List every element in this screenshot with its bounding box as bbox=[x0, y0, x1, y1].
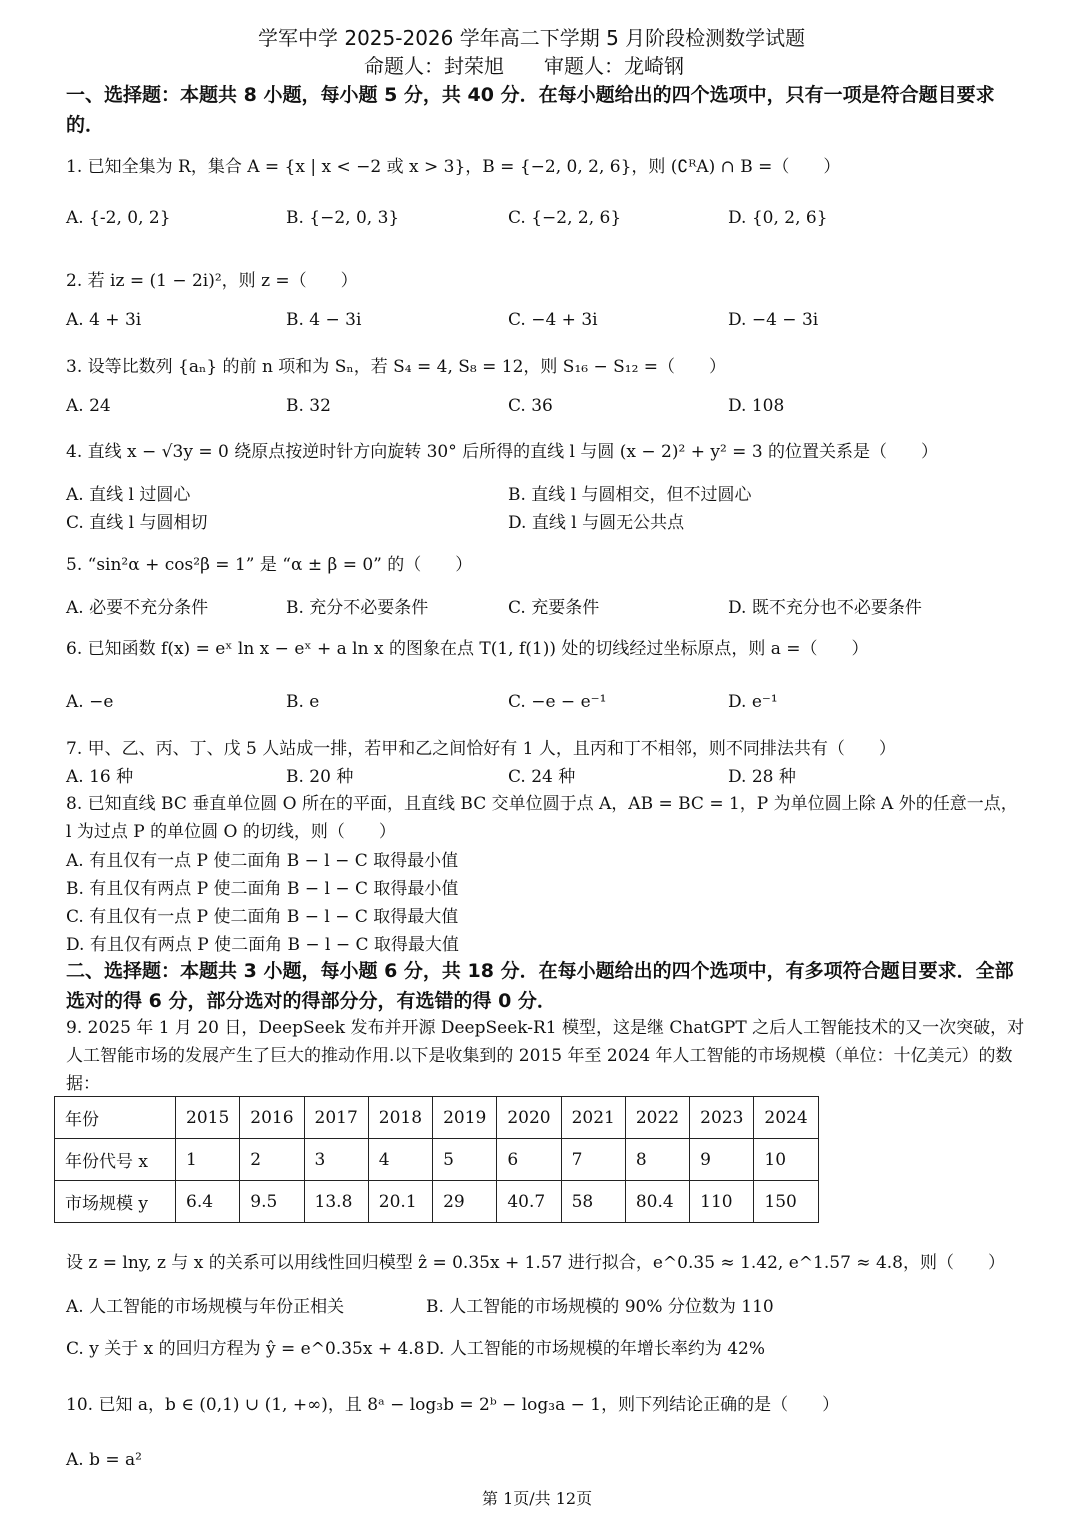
table-cell: 1 bbox=[176, 1139, 240, 1181]
question-10-option-a: A. b = a² bbox=[66, 1450, 142, 1470]
table-cell: 40.7 bbox=[497, 1181, 561, 1223]
table-cell: 2023 bbox=[690, 1097, 754, 1139]
table-cell: 8 bbox=[625, 1139, 689, 1181]
question-1-option-a: A. {-2, 0, 2} bbox=[66, 208, 171, 228]
table-cell: 4 bbox=[368, 1139, 432, 1181]
exam-title: 学军中学 2025-2026 学年高二下学期 5 月阶段检测数学试题 bbox=[258, 26, 806, 50]
question-10-stem: 10. 已知 a，b ∈ (0,1) ∪ (1, +∞)，且 8ᵃ − log₃b = 2ᵇ − log₃a − 1，则下列结论正确的是（ ） bbox=[66, 1395, 840, 1415]
question-9-stem: 设 z = lny, z 与 x 的关系可以用线性回归模型 ẑ = 0.35x + 1.57 进行拟合，e^0.35 ≈ 1.42, e^1.57 ≈ 4.8，则（ ） bbox=[66, 1253, 1005, 1273]
table-cell: 年份 bbox=[55, 1097, 176, 1139]
table-cell: 80.4 bbox=[625, 1181, 689, 1223]
question-3-stem: 3. 设等比数列 {aₙ} 的前 n 项和为 Sₙ，若 S₄ = 4, S₈ = 12，则 S₁₆ − S₁₂ =（ ） bbox=[66, 357, 727, 377]
question-4-option-b: B. 直线 l 与圆相交，但不过圆心 bbox=[508, 485, 752, 505]
question-9-intro: 9. 2025 年 1 月 20 日，DeepSeek 发布并开源 DeepSeek-R1 模型，这是继 ChatGPT 之后人工智能技术的又一次突破，对人工智能市场的发展产生了巨大的推动作用.以下是收集到的 2015 年至 2024 年人工智能的市场规模（单位：十亿美元）的数据： bbox=[66, 1018, 1025, 1094]
table-cell: 9 bbox=[690, 1139, 754, 1181]
question-9-option-a: A. 人工智能的市场规模与年份正相关 bbox=[66, 1297, 345, 1317]
question-2-option-c: C. −4 + 3i bbox=[508, 310, 598, 330]
question-1-option-d: D. {0, 2, 6} bbox=[728, 208, 828, 228]
question-9-option-c: C. y 关于 x 的回归方程为 ŷ = e^0.35x + 4.8 bbox=[66, 1339, 425, 1359]
table-cell: 20.1 bbox=[368, 1181, 432, 1223]
question-3-option-b: B. 32 bbox=[286, 396, 331, 416]
question-9-option-b: B. 人工智能的市场规模的 90% 分位数为 110 bbox=[426, 1297, 774, 1317]
table-cell: 2020 bbox=[497, 1097, 561, 1139]
question-2-option-b: B. 4 − 3i bbox=[286, 310, 362, 330]
question-7-option-c: C. 24 种 bbox=[508, 767, 576, 787]
question-1-option-c: C. {−2, 2, 6} bbox=[508, 208, 622, 228]
question-2-stem: 2. 若 iz = (1 − 2i)²，则 z =（ ） bbox=[66, 271, 358, 291]
table-cell: 110 bbox=[690, 1181, 754, 1223]
question-4-option-d: D. 直线 l 与圆无公共点 bbox=[508, 513, 685, 533]
question-7-stem: 7. 甲、乙、丙、丁、戊 5 人站成一排，若甲和乙之间恰好有 1 人，且丙和丁不相邻，则不同排法共有（ ） bbox=[66, 739, 896, 759]
table-cell: 9.5 bbox=[240, 1181, 304, 1223]
exam-authors: 命题人：封荣旭 审题人：龙崎钢 bbox=[364, 54, 684, 78]
question-1-option-b: B. {−2, 0, 3} bbox=[286, 208, 400, 228]
question-2-option-a: A. 4 + 3i bbox=[66, 310, 142, 330]
table-cell: 2022 bbox=[625, 1097, 689, 1139]
question-5-option-c: C. 充要条件 bbox=[508, 598, 600, 618]
question-6-option-d: D. e⁻¹ bbox=[728, 692, 778, 712]
question-4-stem: 4. 直线 x − √3y = 0 绕原点按逆时针方向旋转 30° 后所得的直线 l 与圆 (x − 2)² + y² = 3 的位置关系是（ ） bbox=[66, 442, 939, 462]
table-cell: 3 bbox=[304, 1139, 368, 1181]
question-5-option-d: D. 既不充分也不必要条件 bbox=[728, 598, 922, 618]
table-cell: 2 bbox=[240, 1139, 304, 1181]
question-9-option-d: D. 人工智能的市场规模的年增长率约为 42% bbox=[426, 1339, 766, 1359]
section-2-heading: 二、选择题：本题共 3 小题，每小题 6 分，共 18 分．在每小题给出的四个选项中，有多项符合题目要求．全部选对的得 6 分，部分选对的得部分分，有选错的得 0 分． bbox=[66, 960, 1014, 1012]
table-cell: 58 bbox=[561, 1181, 625, 1223]
question-1-stem: 1. 已知全集为 R，集合 A = {x | x < −2 或 x > 3}，B = {−2, 0, 2, 6}，则 (∁ᴿA) ∩ B =（ ） bbox=[66, 157, 841, 177]
question-5-option-b: B. 充分不必要条件 bbox=[286, 598, 429, 618]
table-cell: 6.4 bbox=[176, 1181, 240, 1223]
question-8-option-b: B. 有且仅有两点 P 使二面角 B − l − C 取得最小值 bbox=[66, 879, 459, 899]
table-cell: 市场规模 y bbox=[55, 1181, 176, 1223]
table-cell: 13.8 bbox=[304, 1181, 368, 1223]
table-cell: 2017 bbox=[304, 1097, 368, 1139]
question-4-option-c: C. 直线 l 与圆相切 bbox=[66, 513, 208, 533]
table-cell: 2018 bbox=[368, 1097, 432, 1139]
table-row-year-code bbox=[55, 1139, 819, 1181]
table-cell: 2024 bbox=[754, 1097, 818, 1139]
section-1-heading: 一、选择题：本题共 8 小题，每小题 5 分，共 40 分．在每小题给出的四个选项中，只有一项是符合题目要求的． bbox=[66, 84, 995, 136]
table-cell: 年份代号 x bbox=[55, 1139, 176, 1181]
question-3-option-a: A. 24 bbox=[66, 396, 111, 416]
question-6-option-c: C. −e − e⁻¹ bbox=[508, 692, 607, 712]
table-cell: 7 bbox=[561, 1139, 625, 1181]
question-3-option-d: D. 108 bbox=[728, 396, 785, 416]
table-cell: 2021 bbox=[561, 1097, 625, 1139]
question-7-option-b: B. 20 种 bbox=[286, 767, 354, 787]
table-cell: 2016 bbox=[240, 1097, 304, 1139]
question-4-option-a: A. 直线 l 过圆心 bbox=[66, 485, 191, 505]
question-7-option-a: A. 16 种 bbox=[66, 767, 134, 787]
table-row-market-size bbox=[55, 1181, 819, 1223]
question-6-stem: 6. 已知函数 f(x) = eˣ ln x − eˣ + a ln x 的图象在点 T(1, f(1)) 处的切线经过坐标原点，则 a =（ ） bbox=[66, 639, 869, 659]
question-2-option-d: D. −4 − 3i bbox=[728, 310, 819, 330]
question-5-stem: 5. “sin²α + cos²β = 1” 是 “α ± β = 0” 的（ ） bbox=[66, 555, 473, 575]
table-cell: 2015 bbox=[176, 1097, 240, 1139]
table-cell: 2019 bbox=[433, 1097, 497, 1139]
question-7-option-d: D. 28 种 bbox=[728, 767, 796, 787]
page-number: 第 1页/共 12页 bbox=[482, 1489, 593, 1508]
market-size-table bbox=[54, 1096, 819, 1223]
table-cell: 10 bbox=[754, 1139, 818, 1181]
question-8-option-d: D. 有且仅有两点 P 使二面角 B − l − C 取得最大值 bbox=[66, 935, 459, 955]
question-8-option-c: C. 有且仅有一点 P 使二面角 B − l − C 取得最大值 bbox=[66, 907, 459, 927]
question-6-option-a: A. −e bbox=[66, 692, 114, 712]
question-8-stem: 8. 已知直线 BC 垂直单位圆 O 所在的平面，且直线 BC 交单位圆于点 A，AB = BC = 1，P 为单位圆上除 A 外的任意一点，l 为过点 P 的单位圆 O 的切线，则（ ） bbox=[66, 794, 1018, 842]
table-cell: 29 bbox=[433, 1181, 497, 1223]
table-row-year bbox=[55, 1097, 819, 1139]
question-6-option-b: B. e bbox=[286, 692, 320, 712]
question-8-option-a: A. 有且仅有一点 P 使二面角 B − l − C 取得最小值 bbox=[66, 851, 459, 871]
question-3-option-c: C. 36 bbox=[508, 396, 553, 416]
table-cell: 5 bbox=[433, 1139, 497, 1181]
question-5-option-a: A. 必要不充分条件 bbox=[66, 598, 209, 618]
table-cell: 6 bbox=[497, 1139, 561, 1181]
table-cell: 150 bbox=[754, 1181, 818, 1223]
